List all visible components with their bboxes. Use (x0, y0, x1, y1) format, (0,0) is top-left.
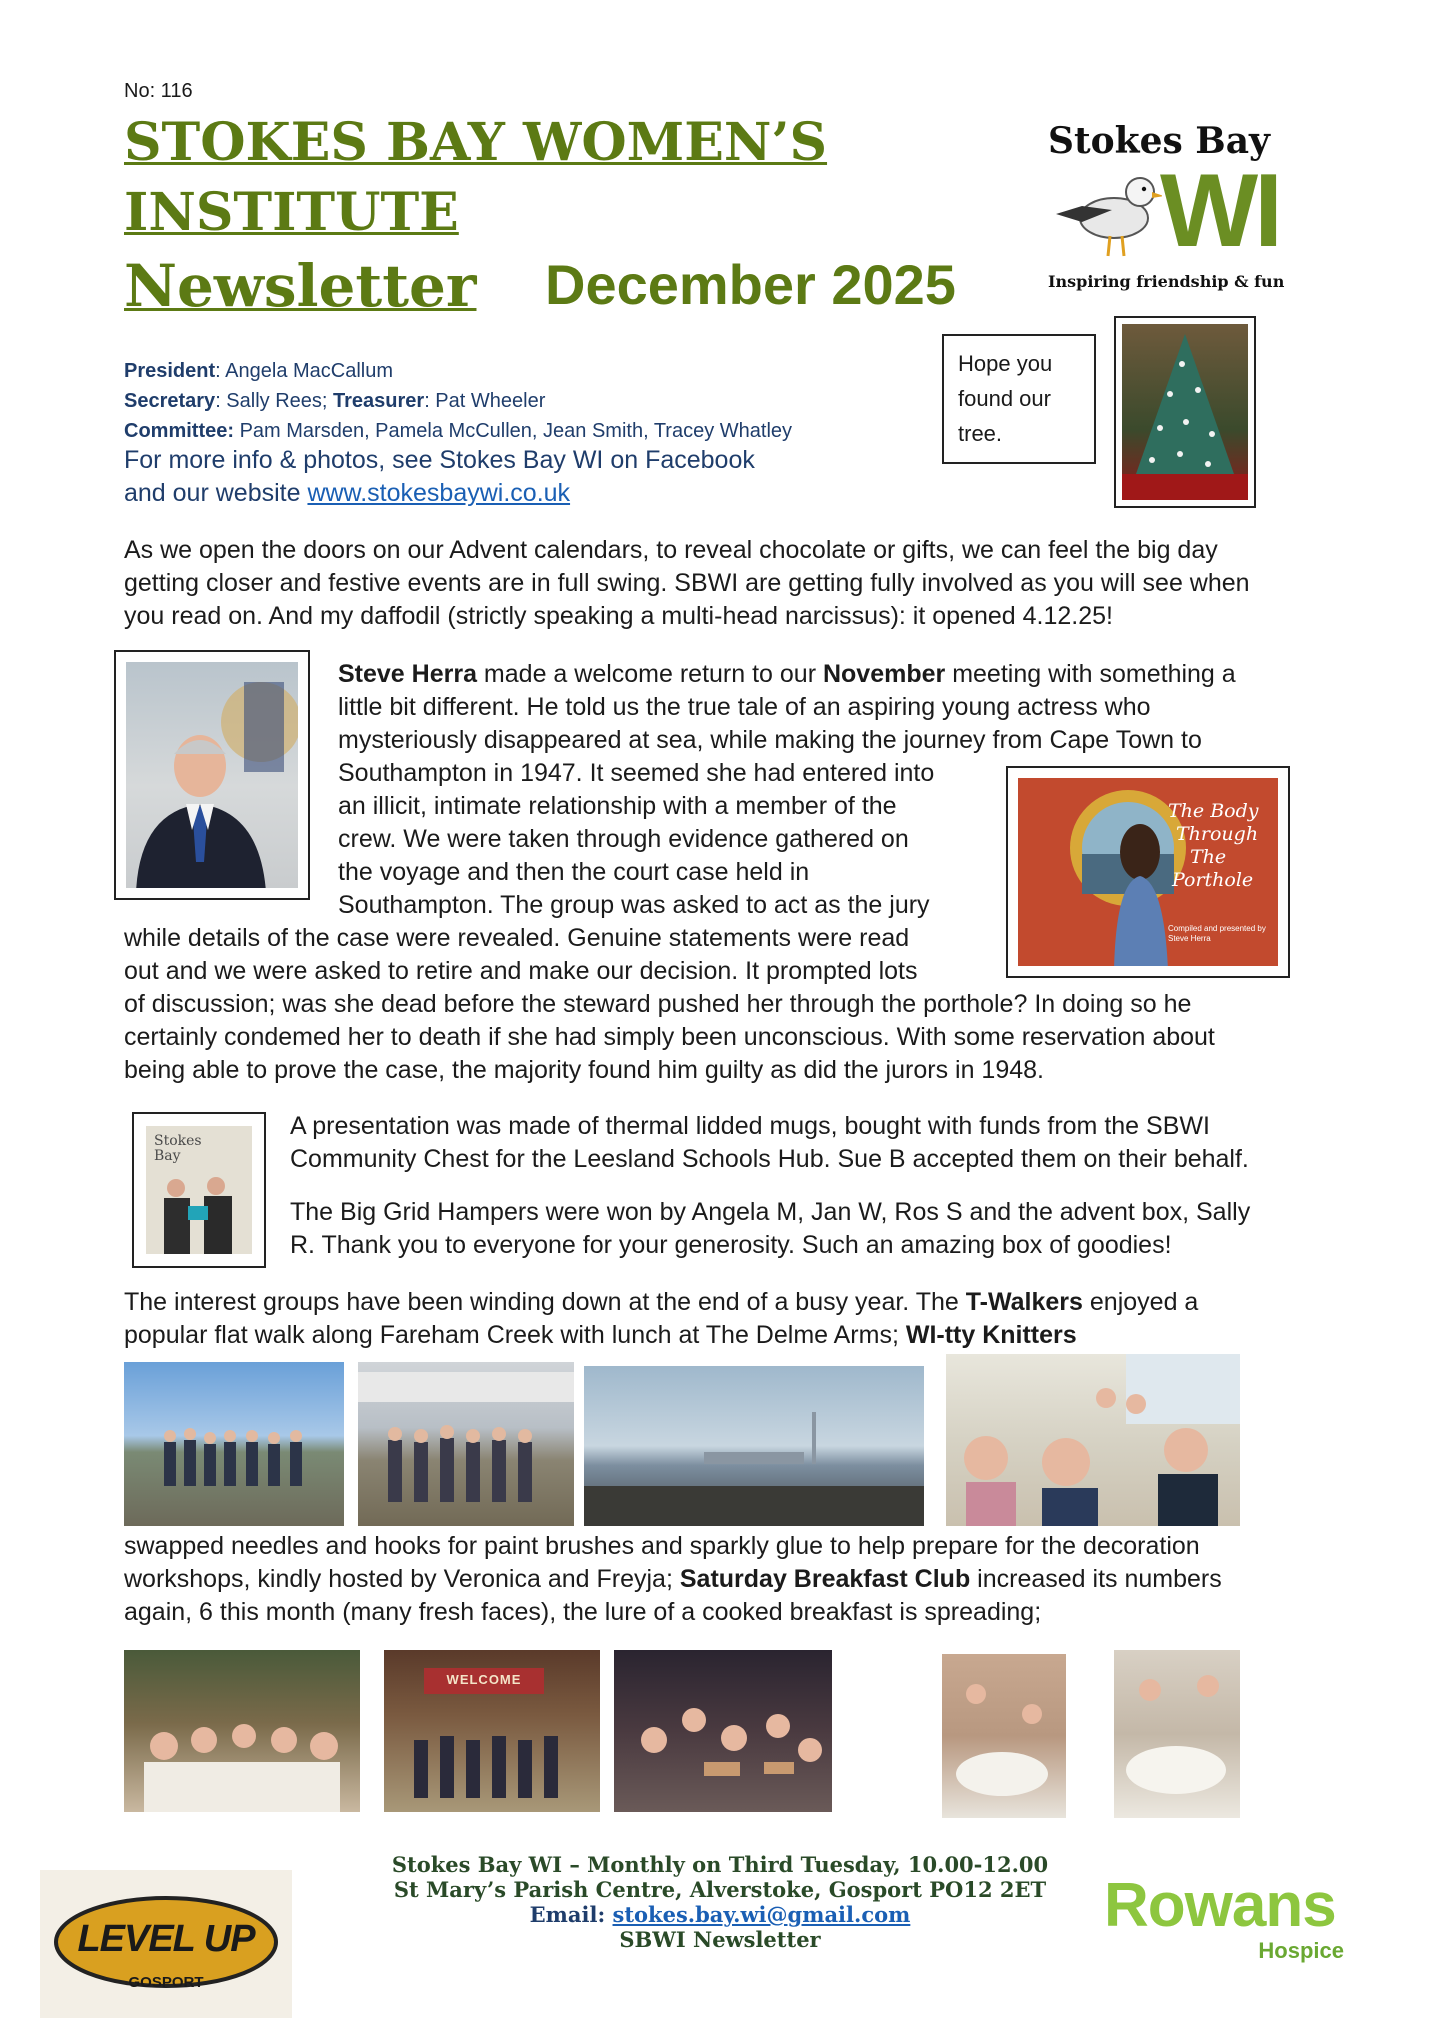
levelup-logo (40, 1870, 292, 2018)
workshop-photo (614, 1650, 832, 1812)
title-newsletter: Newsletter (124, 252, 477, 320)
talk-line: being able to prove the case, the majority found him guilty as did the jurors in 1948. (124, 1056, 1044, 1084)
talk-line: of discussion; was she dead before the steward pushed her through the porthole? In doing so he (124, 990, 1192, 1018)
walk-photo-1 (124, 1362, 344, 1526)
hampers-line: R. Thank you to everyone for your generosity. Such an amazing box of goodies! (290, 1231, 1172, 1259)
footer-email-link[interactable]: stokes.bay.wi@gmail.com (612, 1902, 911, 1927)
dinner-photo-1 (942, 1654, 1066, 1818)
breakfast-photo (124, 1650, 360, 1812)
saturday-breakfast-club: Saturday Breakfast Club (679, 1565, 971, 1593)
welcome-sign-text: WELCOME (446, 1672, 522, 1687)
tree-note: Hope you found our tree. (958, 351, 1053, 446)
talk-text: made a welcome return to our (476, 660, 823, 688)
logo-wi: WI (1160, 153, 1280, 269)
title-line-1: STOKES BAY WOMEN’S (124, 112, 828, 173)
interest-groups-text (124, 1286, 1324, 1352)
footer-email-label: Email: (529, 1902, 613, 1927)
levelup-gosport: GOSPORT (128, 1974, 204, 1991)
secretary-label: Secretary (124, 390, 216, 412)
poster-title-4: Porthole (1172, 869, 1254, 891)
issue-number: No: 116 (124, 80, 193, 102)
rowans-name: Rowans (1104, 1871, 1336, 1940)
secretary-name: : Sally Rees; (215, 390, 334, 412)
banner-text: Stokes Bay (154, 1133, 202, 1164)
president-name: : Angela MacCallum (215, 360, 394, 382)
wi-logo (1048, 120, 1288, 295)
talk-line: crew. We were taken through evidence gathered on (338, 825, 909, 853)
footer-meeting: Stokes Bay WI – Monthly on Third Tuesday, 10.00-12.00 (391, 1852, 1049, 1877)
poster-title-1: The Body (1168, 800, 1259, 822)
committee-names: Pam Marsden, Pamela McCullen, Jean Smith, Tracey Whatley (234, 420, 793, 442)
officers-block (124, 356, 792, 446)
poster-title-3: The (1190, 846, 1227, 868)
poster-credit: Compiled and presented by Steve Herra (1168, 924, 1266, 943)
presentation-text (290, 1110, 1300, 1262)
logo-title: Stokes Bay (1048, 120, 1270, 162)
rowans-logo (1104, 1870, 1374, 1970)
talk-line: little bit different. He told us the true tale of an aspiring young actress who (338, 693, 1151, 721)
talk-line: mysteriously disappeared at sea, while making the journey from Cape Town to (338, 726, 1202, 754)
issue-date: December 2025 (545, 253, 956, 316)
meeting-month: November (822, 660, 946, 688)
speaker-name: Steve Herra (338, 660, 477, 688)
committee-label: Committee: (124, 420, 235, 442)
groups-line: swapped needles and hooks for paint brushes and sparkly glue to help prepare for the decoration (124, 1532, 1200, 1560)
welcome-photo (384, 1650, 600, 1812)
groups-text: The interest groups have been winding down at the end of a busy year. The (124, 1288, 966, 1316)
talk-line: while details of the case were revealed. Genuine statements were read (124, 924, 910, 952)
talk-text: meeting with something a (945, 660, 1236, 688)
tree-photo-frame (1114, 316, 1256, 508)
levelup-text: LEVEL UP (77, 1918, 255, 1960)
more-info (124, 444, 755, 510)
groups-text: increased its numbers (970, 1565, 1222, 1593)
talk-line: the voyage and then the court case held in (338, 858, 810, 886)
talk-line: an illicit, intimate relationship with a member of the (338, 792, 897, 820)
tree-note-box (942, 334, 1096, 464)
footer-newsletter: SBWI Newsletter (619, 1927, 821, 1952)
title-line-2: INSTITUTE (124, 182, 459, 243)
talk-line: Southampton in 1947. It seemed she had entered into (338, 759, 935, 787)
presentation-photo-frame (132, 1112, 266, 1268)
poster-frame (1006, 766, 1290, 978)
christmas-tree-photo (1122, 324, 1248, 500)
presentation-photo (146, 1126, 252, 1254)
footer-info (300, 1852, 1140, 1952)
dinner-photo-2 (1114, 1650, 1240, 1818)
wi-tty-knitters: WI-tty Knitters (905, 1321, 1077, 1349)
talk-line: certainly condemed her to death if she had simply been unconscious. With some reservation about (124, 1023, 1215, 1051)
groups-text: enjoyed a (1082, 1288, 1199, 1316)
presentation-line: A presentation was made of thermal lidded mugs, bought with funds from the SBWI (290, 1112, 1210, 1140)
knitters-photo (946, 1354, 1240, 1526)
groups-text: popular flat walk along Fareham Creek with lunch at The Delme Arms; (124, 1321, 906, 1349)
website-prefix: and our website (124, 479, 308, 507)
president-label: President (124, 360, 216, 382)
groups-line: again, 6 this month (many fresh faces), the lure of a cooked breakfast is spreading; (124, 1598, 1042, 1626)
poster-title-2: Through (1176, 823, 1259, 845)
groups-text: workshops, kindly hosted by Veronica and Freyja; (124, 1565, 680, 1593)
talk-line: Southampton. The group was asked to act as the jury (338, 891, 930, 919)
hampers-line: The Big Grid Hampers were won by Angela M, Jan W, Ros S and the advent box, Sally (290, 1198, 1251, 1226)
groups-continued (124, 1530, 1344, 1629)
talk-line: out and we were asked to retire and make our decision. It prompted lots (124, 957, 918, 985)
newsletter-title (124, 108, 827, 248)
presentation-line: Community Chest for the Leesland Schools Hub. Sue B accepted them on their behalf. (290, 1145, 1249, 1173)
logo-tagline: Inspiring friendship & fun (1048, 272, 1285, 291)
intro-paragraph: As we open the doors on our Advent calendars, to reveal chocolate or gifts, we can feel the big day getting closer and festive events are in full swing. SBWI are getting fully involved as you will see when you read on. And my daffodil (strictly speaking a multi-head narcissus): it opened 4.12.25! (124, 536, 1250, 630)
seagull-icon (1052, 170, 1162, 260)
walk-photo-2 (358, 1362, 574, 1526)
porthole-poster (1018, 778, 1278, 966)
website-link[interactable]: www.stokesbaywi.co.uk (307, 479, 571, 507)
footer-address: St Mary’s Parish Centre, Alverstoke, Gosport PO12 2ET (393, 1877, 1047, 1902)
facebook-info: For more info & photos, see Stokes Bay WI on Facebook (124, 446, 755, 474)
harbour-photo (584, 1366, 924, 1526)
t-walkers: T-Walkers (965, 1288, 1083, 1316)
treasurer-label: Treasurer (333, 390, 425, 412)
treasurer-name: : Pat Wheeler (424, 390, 546, 412)
rowans-hospice: Hospice (1258, 1938, 1344, 1963)
